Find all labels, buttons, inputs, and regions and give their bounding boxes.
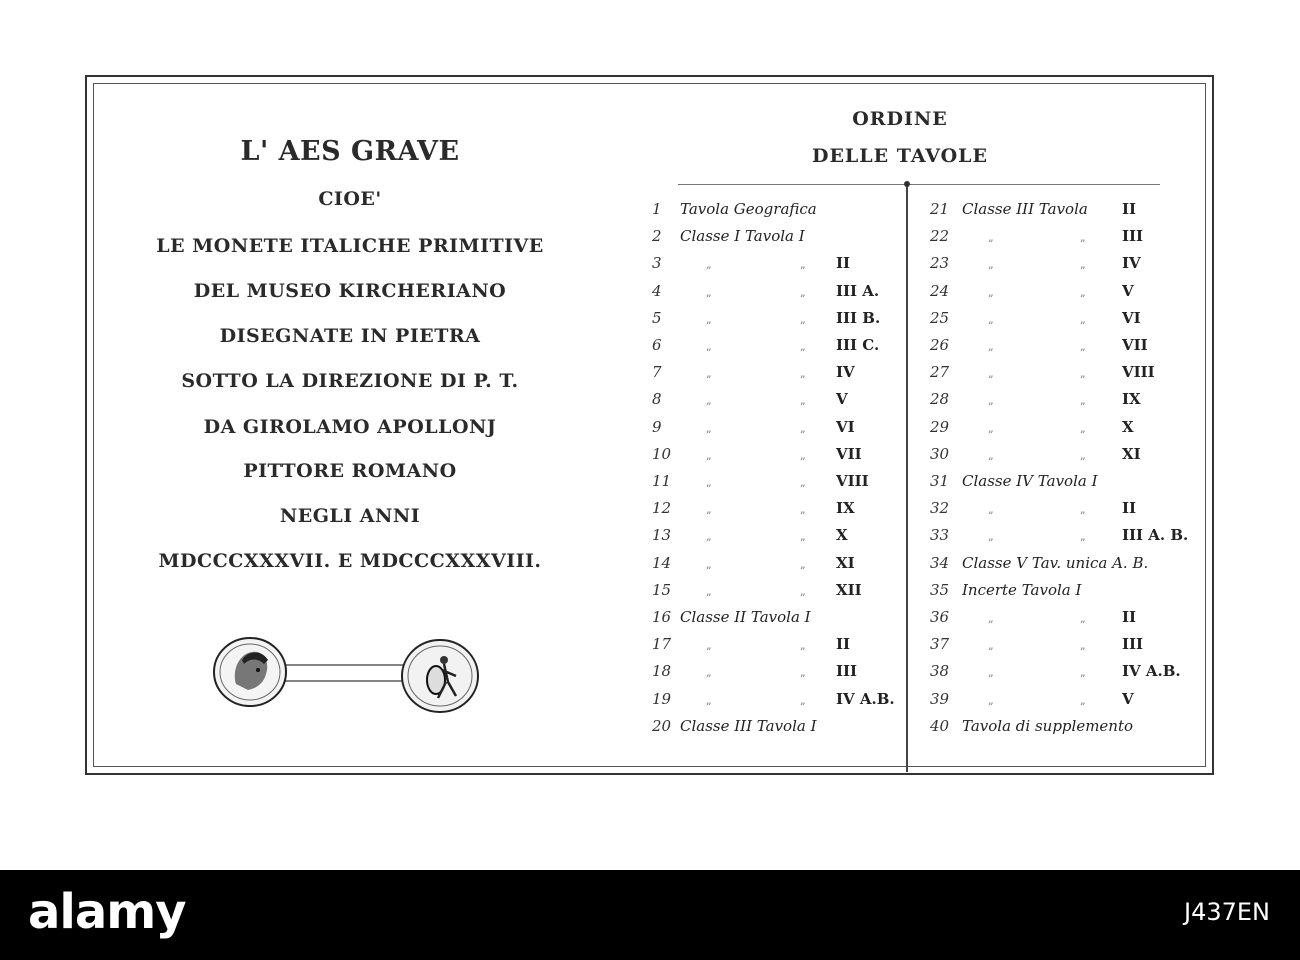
image-id: J437EN bbox=[1183, 898, 1270, 926]
index-row-number: 24 bbox=[930, 282, 950, 300]
index-row-number: 36 bbox=[930, 608, 950, 626]
ditto-mark: „ bbox=[800, 503, 806, 516]
stock-logo: alamy bbox=[28, 884, 186, 940]
index-row-number: 6 bbox=[652, 336, 662, 354]
index-row-plate-numeral: XI bbox=[1122, 445, 1141, 463]
ditto-mark: „ bbox=[1080, 666, 1086, 679]
title-line-7: DA GIROLAMO APOLLONJ bbox=[203, 416, 497, 438]
ditto-mark: „ bbox=[706, 340, 712, 353]
index-row-number: 19 bbox=[652, 690, 672, 708]
index-row-plate-numeral: II bbox=[836, 254, 851, 272]
index-row-plate-numeral: VI bbox=[1122, 309, 1141, 327]
ditto-mark: „ bbox=[706, 530, 712, 543]
index-row-number: 18 bbox=[652, 662, 672, 680]
index-row-plate-numeral: II bbox=[1122, 200, 1137, 218]
ditto-mark: „ bbox=[988, 530, 994, 543]
index-row-plate-numeral: IX bbox=[836, 499, 855, 517]
index-row-description: Classe IV Tavola I bbox=[962, 472, 1098, 490]
index-row-plate-numeral: V bbox=[836, 390, 848, 408]
index-row-plate-numeral: IX bbox=[1122, 390, 1141, 408]
index-row-plate-numeral: III B. bbox=[836, 309, 881, 327]
ditto-mark: „ bbox=[800, 694, 806, 707]
index-row-number: 31 bbox=[930, 472, 950, 490]
ditto-mark: „ bbox=[706, 476, 712, 489]
ditto-mark: „ bbox=[800, 530, 806, 543]
index-row-number: 38 bbox=[930, 662, 950, 680]
index-row-description: Classe III Tavola bbox=[962, 200, 1088, 218]
ditto-mark: „ bbox=[706, 422, 712, 435]
ditto-mark: „ bbox=[800, 422, 806, 435]
ditto-mark: „ bbox=[706, 666, 712, 679]
ditto-mark: „ bbox=[988, 340, 994, 353]
ditto-mark: „ bbox=[800, 639, 806, 652]
ditto-mark: „ bbox=[988, 286, 994, 299]
index-row-number: 11 bbox=[652, 472, 672, 490]
ditto-mark: „ bbox=[1080, 258, 1086, 271]
ditto-mark: „ bbox=[1080, 394, 1086, 407]
obverse-coin-icon bbox=[214, 638, 286, 706]
ditto-mark: „ bbox=[800, 340, 806, 353]
ditto-mark: „ bbox=[1080, 612, 1086, 625]
index-row-number: 27 bbox=[930, 363, 950, 381]
index-row-number: 35 bbox=[930, 581, 950, 599]
ditto-mark: „ bbox=[988, 422, 994, 435]
index-row-number: 37 bbox=[930, 635, 950, 653]
ditto-mark: „ bbox=[1080, 422, 1086, 435]
index-header-rule bbox=[678, 184, 1160, 185]
ditto-mark: „ bbox=[800, 367, 806, 380]
index-row-plate-numeral: VI bbox=[836, 418, 855, 436]
index-row-number: 7 bbox=[652, 363, 662, 381]
title-line-3: LE MONETE ITALICHE PRIMITIVE bbox=[156, 235, 544, 257]
ditto-mark: „ bbox=[988, 258, 994, 271]
index-row-number: 17 bbox=[652, 635, 672, 653]
index-row-plate-numeral: VII bbox=[1122, 336, 1148, 354]
index-row-number: 4 bbox=[652, 282, 662, 300]
ditto-mark: „ bbox=[988, 612, 994, 625]
index-row-number: 1 bbox=[652, 200, 662, 218]
index-row-number: 13 bbox=[652, 526, 672, 544]
index-row-description: Classe V Tav. unica A. B. bbox=[962, 554, 1149, 572]
ditto-mark: „ bbox=[988, 694, 994, 707]
ditto-mark: „ bbox=[800, 558, 806, 571]
index-row-number: 23 bbox=[930, 254, 950, 272]
coins-illustration bbox=[212, 632, 488, 714]
ditto-mark: „ bbox=[1080, 340, 1086, 353]
index-row-number: 16 bbox=[652, 608, 672, 626]
ditto-mark: „ bbox=[800, 258, 806, 271]
ditto-mark: „ bbox=[1080, 530, 1086, 543]
index-row-description: Tavola Geografica bbox=[680, 200, 817, 218]
index-row-number: 28 bbox=[930, 390, 950, 408]
ditto-mark: „ bbox=[706, 694, 712, 707]
index-row-number: 30 bbox=[930, 445, 950, 463]
ditto-mark: „ bbox=[800, 286, 806, 299]
title-line-9: NEGLI ANNI bbox=[279, 505, 421, 527]
index-row-number: 2 bbox=[652, 227, 662, 245]
index-row-plate-numeral: X bbox=[1122, 418, 1134, 436]
index-row-plate-numeral: XI bbox=[836, 554, 855, 572]
index-row-plate-numeral: V bbox=[1122, 282, 1134, 300]
index-row-number: 15 bbox=[652, 581, 672, 599]
index-row-description: Incerte Tavola I bbox=[962, 581, 1082, 599]
ditto-mark: „ bbox=[988, 367, 994, 380]
index-row-plate-numeral: XII bbox=[836, 581, 862, 599]
ditto-mark: „ bbox=[988, 503, 994, 516]
index-row-number: 9 bbox=[652, 418, 662, 436]
index-row-plate-numeral: III bbox=[1122, 635, 1144, 653]
ditto-mark: „ bbox=[706, 449, 712, 462]
ditto-mark: „ bbox=[1080, 367, 1086, 380]
index-row-plate-numeral: III A. B. bbox=[1122, 526, 1189, 544]
index-row-number: 20 bbox=[652, 717, 672, 735]
index-row-description: Tavola di supplemento bbox=[962, 717, 1134, 735]
title-line-4: DEL MUSEO KIRCHERIANO bbox=[193, 280, 507, 302]
ditto-mark: „ bbox=[800, 476, 806, 489]
ditto-mark: „ bbox=[706, 639, 712, 652]
title-line-8: PITTORE ROMANO bbox=[243, 460, 457, 482]
ditto-mark: „ bbox=[988, 394, 994, 407]
index-row-plate-numeral: III C. bbox=[836, 336, 880, 354]
ditto-mark: „ bbox=[1080, 231, 1086, 244]
index-row-number: 5 bbox=[652, 309, 662, 327]
index-row-number: 32 bbox=[930, 499, 950, 517]
ditto-mark: „ bbox=[1080, 449, 1086, 462]
ditto-mark: „ bbox=[800, 449, 806, 462]
ditto-mark: „ bbox=[988, 231, 994, 244]
title-line-5: DISEGNATE IN PIETRA bbox=[219, 325, 481, 347]
index-row-plate-numeral: III bbox=[836, 662, 858, 680]
index-row-plate-numeral: III A. bbox=[836, 282, 880, 300]
index-row-number: 34 bbox=[930, 554, 950, 572]
index-row-plate-numeral: VIII bbox=[1122, 363, 1155, 381]
ditto-mark: „ bbox=[1080, 503, 1086, 516]
index-heading-delle-tavole: DELLE TAVOLE bbox=[811, 145, 989, 167]
index-row-description: Classe I Tavola I bbox=[680, 227, 805, 245]
index-row-plate-numeral: II bbox=[1122, 499, 1137, 517]
ditto-mark: „ bbox=[800, 666, 806, 679]
title-line-10: MDCCCXXXVII. E MDCCCXXXVIII. bbox=[158, 550, 542, 572]
index-row-description: Classe II Tavola I bbox=[680, 608, 811, 626]
index-row-description: Classe III Tavola I bbox=[680, 717, 817, 735]
ditto-mark: „ bbox=[1080, 639, 1086, 652]
ditto-mark: „ bbox=[800, 394, 806, 407]
divider-dot bbox=[904, 181, 910, 187]
index-row-plate-numeral: X bbox=[836, 526, 848, 544]
footer-bar bbox=[0, 870, 1300, 960]
title-line-1: L' AES GRAVE bbox=[240, 136, 460, 167]
index-row-number: 22 bbox=[930, 227, 950, 245]
index-row-number: 12 bbox=[652, 499, 672, 517]
index-row-number: 21 bbox=[930, 200, 950, 218]
ditto-mark: „ bbox=[800, 313, 806, 326]
index-row-plate-numeral: III bbox=[1122, 227, 1144, 245]
index-row-number: 3 bbox=[652, 254, 662, 272]
reverse-coin-icon bbox=[402, 640, 478, 712]
index-row-plate-numeral: IV bbox=[1122, 254, 1141, 272]
index-row-number: 33 bbox=[930, 526, 950, 544]
index-row-plate-numeral: II bbox=[1122, 608, 1137, 626]
index-row-plate-numeral: IV bbox=[836, 363, 855, 381]
coin-connector-bar bbox=[272, 665, 414, 681]
ditto-mark: „ bbox=[706, 258, 712, 271]
ditto-mark: „ bbox=[988, 313, 994, 326]
ditto-mark: „ bbox=[706, 558, 712, 571]
ditto-mark: „ bbox=[706, 394, 712, 407]
ditto-mark: „ bbox=[1080, 286, 1086, 299]
index-row-number: 10 bbox=[652, 445, 672, 463]
ditto-mark: „ bbox=[706, 286, 712, 299]
index-row-number: 26 bbox=[930, 336, 950, 354]
index-row-number: 39 bbox=[930, 690, 950, 708]
title-line-6: SOTTO LA DIREZIONE DI P. T. bbox=[181, 370, 519, 392]
index-row-plate-numeral: IV A.B. bbox=[1122, 662, 1181, 680]
ditto-mark: „ bbox=[988, 449, 994, 462]
index-heading-ordine: ORDINE bbox=[852, 108, 948, 130]
ditto-mark: „ bbox=[988, 666, 994, 679]
index-row-plate-numeral: V bbox=[1122, 690, 1134, 708]
index-column-divider bbox=[906, 182, 908, 772]
ditto-mark: „ bbox=[1080, 694, 1086, 707]
index-row-number: 40 bbox=[930, 717, 950, 735]
ditto-mark: „ bbox=[706, 585, 712, 598]
ditto-mark: „ bbox=[988, 639, 994, 652]
index-row-plate-numeral: VII bbox=[836, 445, 862, 463]
ditto-mark: „ bbox=[706, 367, 712, 380]
index-row-number: 29 bbox=[930, 418, 950, 436]
ditto-mark: „ bbox=[706, 503, 712, 516]
index-row-plate-numeral: II bbox=[836, 635, 851, 653]
ditto-mark: „ bbox=[1080, 313, 1086, 326]
index-row-number: 25 bbox=[930, 309, 950, 327]
index-row-number: 14 bbox=[652, 554, 672, 572]
index-row-plate-numeral: IV A.B. bbox=[836, 690, 895, 708]
title-line-2: CIOE' bbox=[318, 188, 382, 210]
index-row-number: 8 bbox=[652, 390, 662, 408]
index-row-plate-numeral: VIII bbox=[836, 472, 869, 490]
ditto-mark: „ bbox=[706, 313, 712, 326]
ditto-mark: „ bbox=[800, 585, 806, 598]
